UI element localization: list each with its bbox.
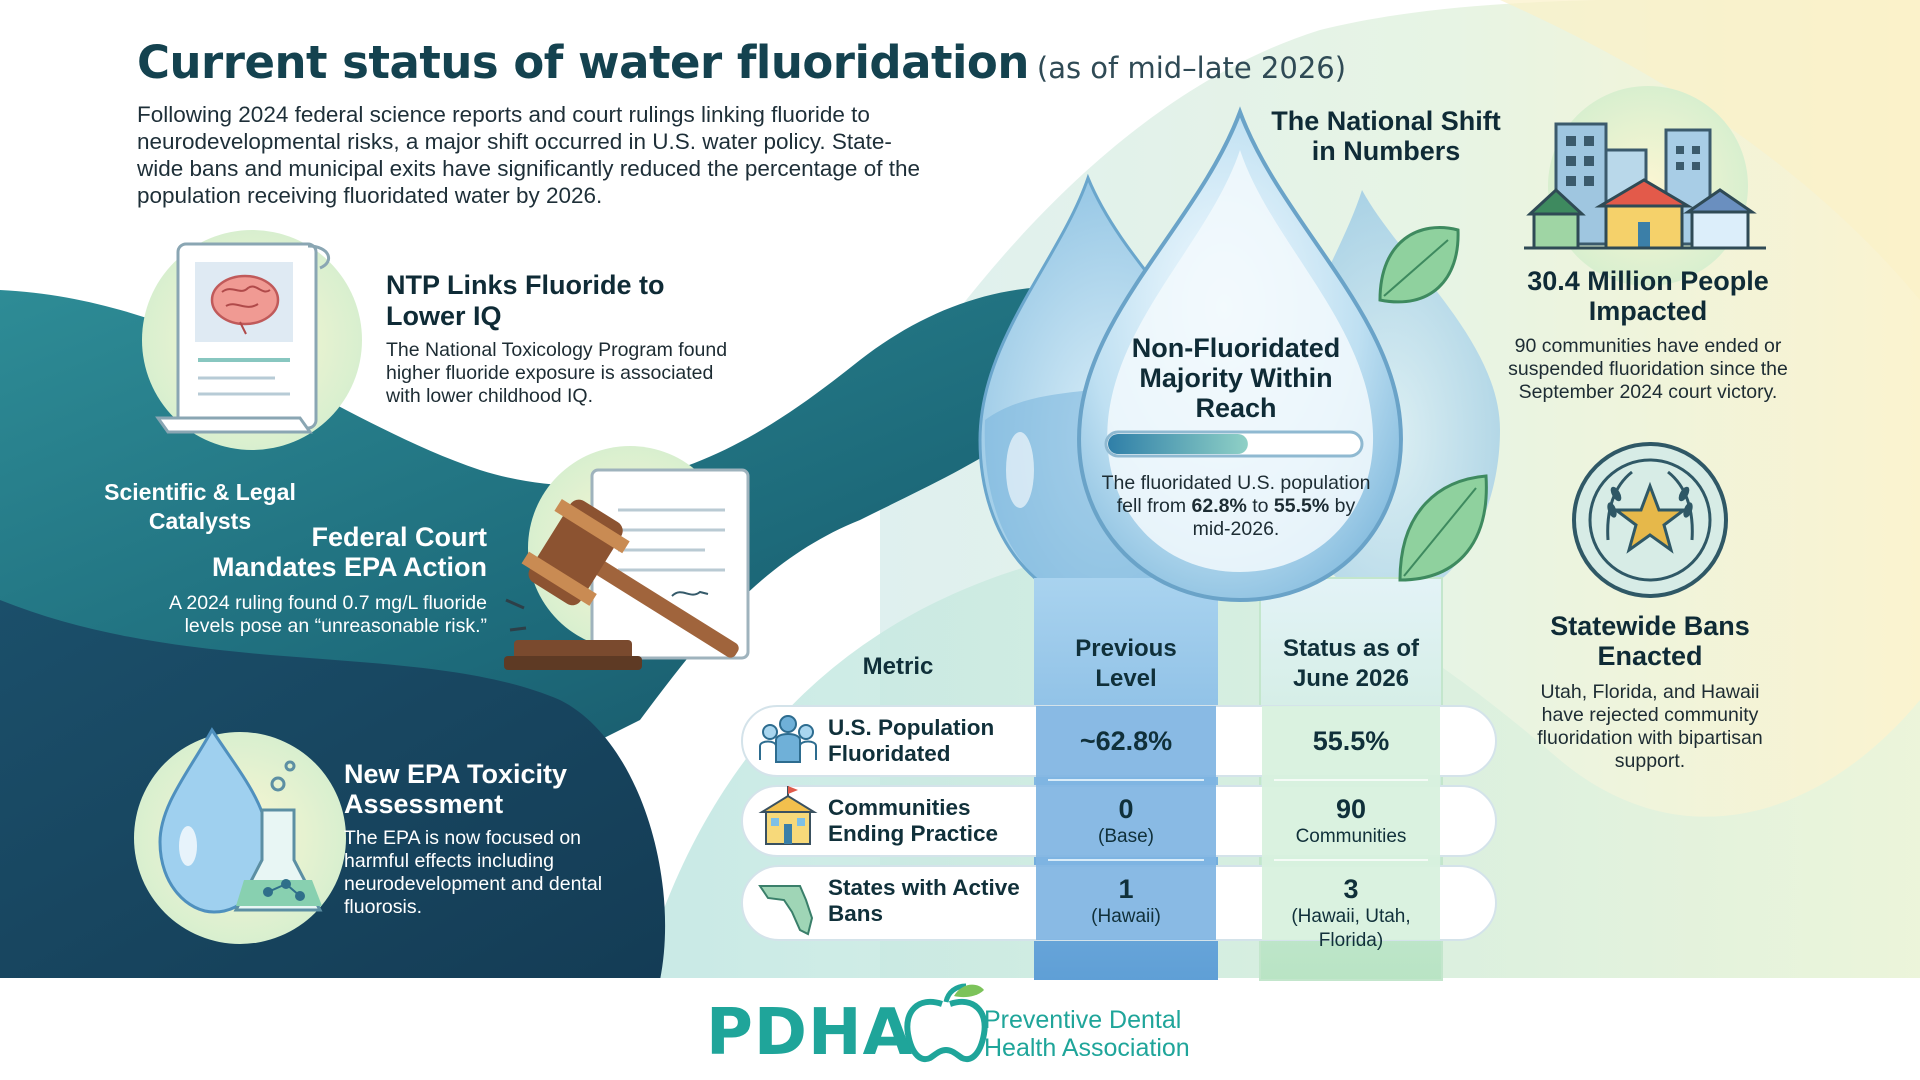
bans-body: Utah, Florida, and Hawaii have rejected community fluoridation with bipartisan support. [1537, 681, 1763, 772]
row-bans-previous-note: (Hawaii) [1091, 906, 1161, 927]
row-communities-status-note: Communities [1295, 826, 1407, 847]
state-seal-icon [1574, 444, 1726, 596]
row-communities-label: Communities Ending Practice [828, 795, 999, 846]
brain-report-icon [142, 230, 362, 450]
logo-letters: PDHA [706, 996, 914, 1070]
ntp-title: NTP Links Fluoride to Lower IQ [386, 270, 665, 331]
row-bans-previous: 1 [1118, 874, 1134, 904]
epa-body: The EPA is now focused on harmful effects including neurodevelopment and dental fluorosis. [344, 827, 603, 918]
impact-title: 30.4 Million People Impacted [1527, 266, 1769, 326]
catalysts-label: Scientific & Legal Catalysts [104, 479, 296, 534]
page-title [137, 36, 1347, 89]
court-title: Federal Court Mandates EPA Action [211, 522, 487, 582]
row-population-label: U.S. Population Fluoridated [828, 715, 995, 766]
row-bans-label: States with Active Bans [828, 875, 1020, 926]
row-communities-previous-note: (Base) [1098, 826, 1154, 847]
col-previous-header: Previous Level [1075, 635, 1177, 692]
drop-progress-bar [1106, 432, 1362, 456]
logo-org-line2: Health Association [984, 1034, 1190, 1062]
drop-from-value: 62.8% [1191, 495, 1247, 517]
national-shift-title: The National Shift in Numbers [1271, 106, 1501, 166]
drop-to-value: 55.5% [1273, 495, 1330, 517]
intro-paragraph: Following 2024 federal science reports and court rulings linking fluoride to neurodevelopmental risks, a major shift occurred in U.S. water policy. State-wide bans and municipal exits have significantly reduced the percentage of the population receiving fluoridated water by 2026. [137, 102, 920, 208]
row-communities-previous: 0 [1118, 794, 1134, 824]
row-bans-status: 3 [1343, 874, 1359, 904]
title-subtitle: (as of mid–late 2026) [1036, 51, 1347, 85]
drop-to-word: to [1252, 495, 1269, 517]
col-status-header: Status as of June 2026 [1282, 635, 1420, 692]
drop-text-prefix: The fluoridated U.S. population fell from [1101, 472, 1371, 517]
epa-title: New EPA Toxicity Assessment [344, 759, 568, 819]
row-population-previous: ~62.8% [1079, 726, 1173, 756]
row-population-status: 55.5% [1312, 726, 1390, 756]
bans-title: Statewide Bans Enacted [1550, 611, 1750, 671]
row-communities-status: 90 [1335, 794, 1367, 824]
col-metric-header: Metric [862, 653, 934, 680]
court-body: A 2024 ruling found 0.7 mg/L fluoride levels pose an “unreasonable risk.” [169, 592, 487, 637]
logo-org-name [984, 1006, 1244, 1062]
gavel-icon [504, 446, 762, 694]
logo-org-line1: Preventive Dental [984, 1006, 1182, 1034]
drop-suffix: by mid-2026. [1192, 495, 1356, 540]
impact-body: 90 communities have ended or suspended fluoridation since the September 2024 court victory. [1508, 335, 1788, 403]
ntp-body: The National Toxicology Program found higher fluoride exposure is associated with lower childhood IQ. [386, 339, 728, 407]
drop-title: Non-Fluoridated Majority Within Reach [1131, 333, 1341, 423]
row-bans-status-note: (Hawaii, Utah, Florida) [1291, 906, 1411, 951]
title-text: Current status of water fluoridation [137, 36, 1029, 89]
drop-text [1096, 472, 1376, 541]
